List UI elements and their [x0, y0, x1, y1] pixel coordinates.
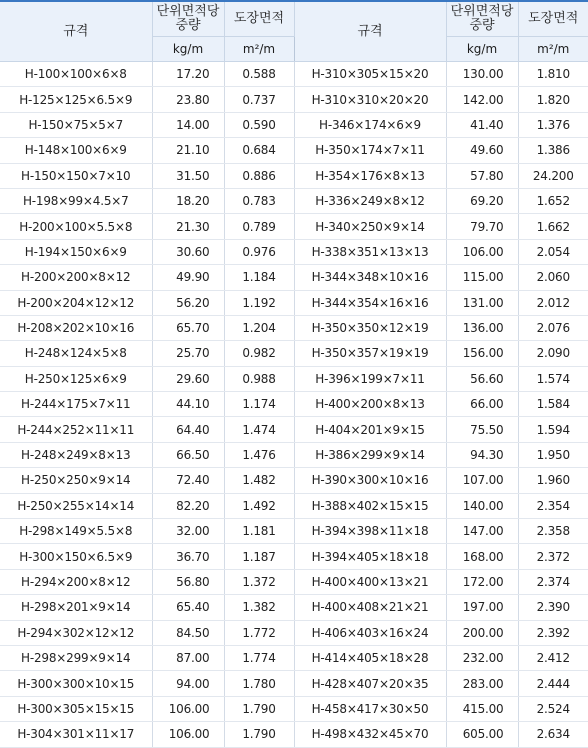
cell-area-right: 1.960	[518, 468, 588, 493]
cell-spec-left: H-194×150×6×9	[0, 239, 152, 264]
cell-area-left: 0.737	[224, 87, 294, 112]
cell-spec-left: H-208×202×10×16	[0, 315, 152, 340]
cell-spec-right: H-388×402×15×15	[294, 493, 446, 518]
cell-weight-left: 30.60	[152, 239, 224, 264]
cell-area-right: 2.060	[518, 265, 588, 290]
cell-spec-left: H-248×124×5×8	[0, 341, 152, 366]
cell-spec-left: H-294×200×8×12	[0, 569, 152, 594]
cell-area-left: 0.588	[224, 62, 294, 87]
cell-area-right: 2.354	[518, 493, 588, 518]
cell-spec-right: H-404×201×9×15	[294, 417, 446, 442]
cell-area-left: 0.783	[224, 188, 294, 213]
cell-weight-left: 21.30	[152, 214, 224, 239]
cell-area-left: 0.988	[224, 366, 294, 391]
cell-spec-right: H-390×300×10×16	[294, 468, 446, 493]
cell-area-left: 1.790	[224, 696, 294, 721]
cell-weight-left: 65.40	[152, 595, 224, 620]
cell-area-right: 2.412	[518, 645, 588, 670]
cell-weight-right: 172.00	[446, 569, 518, 594]
cell-weight-left: 84.50	[152, 620, 224, 645]
cell-area-right: 2.054	[518, 239, 588, 264]
table-row	[0, 87, 588, 112]
cell-weight-left: 21.10	[152, 138, 224, 163]
table-row	[0, 696, 588, 721]
table-row	[0, 417, 588, 442]
cell-weight-right: 94.30	[446, 442, 518, 467]
cell-weight-left: 17.20	[152, 62, 224, 87]
unit-area-right: m²/m	[518, 37, 588, 62]
cell-area-right: 2.390	[518, 595, 588, 620]
cell-weight-left: 23.80	[152, 87, 224, 112]
cell-spec-right: H-338×351×13×13	[294, 239, 446, 264]
cell-weight-left: 66.50	[152, 442, 224, 467]
cell-weight-left: 29.60	[152, 366, 224, 391]
unit-area-left: m²/m	[224, 37, 294, 62]
cell-weight-left: 32.00	[152, 519, 224, 544]
cell-area-right: 1.950	[518, 442, 588, 467]
table-row	[0, 620, 588, 645]
cell-area-right: 1.820	[518, 87, 588, 112]
table-row	[0, 214, 588, 239]
cell-area-left: 1.476	[224, 442, 294, 467]
cell-spec-right: H-346×174×6×9	[294, 112, 446, 137]
cell-spec-left: H-248×249×8×13	[0, 442, 152, 467]
cell-spec-right: H-350×357×19×19	[294, 341, 446, 366]
cell-area-right: 1.386	[518, 138, 588, 163]
cell-weight-left: 106.00	[152, 696, 224, 721]
table-row	[0, 595, 588, 620]
cell-area-right: 1.662	[518, 214, 588, 239]
cell-area-left: 1.181	[224, 519, 294, 544]
cell-spec-left: H-200×100×5.5×8	[0, 214, 152, 239]
header-area-left: 도장면적	[224, 1, 294, 37]
cell-area-left: 1.774	[224, 645, 294, 670]
cell-weight-left: 87.00	[152, 645, 224, 670]
table-row	[0, 671, 588, 696]
cell-area-left: 1.790	[224, 722, 294, 747]
cell-area-right: 1.810	[518, 62, 588, 87]
cell-spec-left: H-244×175×7×11	[0, 392, 152, 417]
cell-weight-left: 106.00	[152, 722, 224, 747]
cell-area-right: 2.358	[518, 519, 588, 544]
cell-spec-left: H-148×100×6×9	[0, 138, 152, 163]
cell-weight-right: 66.00	[446, 392, 518, 417]
cell-area-right: 1.584	[518, 392, 588, 417]
cell-weight-right: 415.00	[446, 696, 518, 721]
cell-weight-right: 156.00	[446, 341, 518, 366]
cell-spec-right: H-400×400×13×21	[294, 569, 446, 594]
cell-area-right: 1.376	[518, 112, 588, 137]
cell-area-right: 1.594	[518, 417, 588, 442]
cell-area-left: 1.372	[224, 569, 294, 594]
cell-weight-right: 75.50	[446, 417, 518, 442]
cell-spec-left: H-250×255×14×14	[0, 493, 152, 518]
cell-weight-left: 18.20	[152, 188, 224, 213]
table-row	[0, 265, 588, 290]
cell-spec-right: H-386×299×9×14	[294, 442, 446, 467]
table-row	[0, 188, 588, 213]
table-row	[0, 519, 588, 544]
header-weight-left: 단위면적당 중량	[152, 1, 224, 37]
unit-weight-right: kg/m	[446, 37, 518, 62]
cell-weight-right: 142.00	[446, 87, 518, 112]
header-spec-left: 규격	[0, 1, 152, 62]
cell-spec-right: H-414×405×18×28	[294, 645, 446, 670]
table-body	[0, 62, 588, 748]
table-row	[0, 442, 588, 467]
cell-spec-right: H-336×249×8×12	[294, 188, 446, 213]
header-area-right: 도장면적	[518, 1, 588, 37]
cell-spec-right: H-428×407×20×35	[294, 671, 446, 696]
cell-weight-right: 200.00	[446, 620, 518, 645]
table-row	[0, 341, 588, 366]
cell-spec-right: H-310×305×15×20	[294, 62, 446, 87]
cell-weight-right: 130.00	[446, 62, 518, 87]
cell-spec-right: H-394×398×11×18	[294, 519, 446, 544]
cell-weight-right: 41.40	[446, 112, 518, 137]
cell-spec-left: H-200×204×12×12	[0, 290, 152, 315]
table-row	[0, 468, 588, 493]
cell-weight-right: 115.00	[446, 265, 518, 290]
cell-area-right: 1.652	[518, 188, 588, 213]
cell-spec-left: H-304×301×11×17	[0, 722, 152, 747]
cell-weight-left: 31.50	[152, 163, 224, 188]
header-weight-right: 단위면적당 중량	[446, 1, 518, 37]
table-row	[0, 163, 588, 188]
cell-area-left: 1.382	[224, 595, 294, 620]
cell-spec-right: H-350×174×7×11	[294, 138, 446, 163]
table-row	[0, 493, 588, 518]
cell-weight-right: 106.00	[446, 239, 518, 264]
cell-spec-left: H-200×200×8×12	[0, 265, 152, 290]
cell-weight-right: 136.00	[446, 315, 518, 340]
cell-area-left: 0.590	[224, 112, 294, 137]
table-row	[0, 112, 588, 137]
cell-area-left: 1.492	[224, 493, 294, 518]
cell-spec-right: H-344×354×16×16	[294, 290, 446, 315]
cell-weight-right: 232.00	[446, 645, 518, 670]
cell-area-left: 1.474	[224, 417, 294, 442]
cell-weight-right: 168.00	[446, 544, 518, 569]
cell-spec-left: H-300×300×10×15	[0, 671, 152, 696]
table-row	[0, 645, 588, 670]
cell-spec-left: H-298×299×9×14	[0, 645, 152, 670]
cell-weight-left: 49.90	[152, 265, 224, 290]
table-row	[0, 569, 588, 594]
table-row	[0, 239, 588, 264]
cell-area-right: 2.076	[518, 315, 588, 340]
cell-weight-right: 197.00	[446, 595, 518, 620]
cell-spec-right: H-406×403×16×24	[294, 620, 446, 645]
cell-spec-left: H-150×150×7×10	[0, 163, 152, 188]
cell-area-left: 1.204	[224, 315, 294, 340]
cell-weight-right: 57.80	[446, 163, 518, 188]
cell-weight-left: 82.20	[152, 493, 224, 518]
table-row	[0, 138, 588, 163]
cell-spec-left: H-294×302×12×12	[0, 620, 152, 645]
table-row	[0, 392, 588, 417]
cell-spec-left: H-198×99×4.5×7	[0, 188, 152, 213]
cell-weight-right: 107.00	[446, 468, 518, 493]
cell-spec-right: H-350×350×12×19	[294, 315, 446, 340]
cell-area-left: 1.772	[224, 620, 294, 645]
cell-area-left: 1.187	[224, 544, 294, 569]
cell-area-right: 2.090	[518, 341, 588, 366]
cell-spec-left: H-298×201×9×14	[0, 595, 152, 620]
cell-weight-right: 56.60	[446, 366, 518, 391]
cell-area-left: 0.789	[224, 214, 294, 239]
cell-spec-right: H-344×348×10×16	[294, 265, 446, 290]
cell-area-right: 2.012	[518, 290, 588, 315]
cell-area-left: 1.184	[224, 265, 294, 290]
cell-spec-right: H-400×200×8×13	[294, 392, 446, 417]
cell-weight-left: 14.00	[152, 112, 224, 137]
cell-weight-right: 605.00	[446, 722, 518, 747]
cell-spec-right: H-310×310×20×20	[294, 87, 446, 112]
cell-weight-left: 65.70	[152, 315, 224, 340]
cell-spec-left: H-244×252×11×11	[0, 417, 152, 442]
table-row	[0, 722, 588, 747]
cell-weight-right: 79.70	[446, 214, 518, 239]
cell-weight-right: 140.00	[446, 493, 518, 518]
cell-area-right: 2.372	[518, 544, 588, 569]
cell-area-left: 0.684	[224, 138, 294, 163]
cell-weight-left: 25.70	[152, 341, 224, 366]
cell-weight-right: 283.00	[446, 671, 518, 696]
cell-area-right: 2.444	[518, 671, 588, 696]
table-row	[0, 366, 588, 391]
cell-area-left: 0.886	[224, 163, 294, 188]
cell-area-left: 1.174	[224, 392, 294, 417]
cell-weight-left: 56.20	[152, 290, 224, 315]
cell-weight-left: 44.10	[152, 392, 224, 417]
header-spec-right: 규격	[294, 1, 446, 62]
cell-spec-left: H-250×250×9×14	[0, 468, 152, 493]
cell-spec-left: H-150×75×5×7	[0, 112, 152, 137]
cell-weight-left: 72.40	[152, 468, 224, 493]
table-row	[0, 290, 588, 315]
cell-spec-right: H-458×417×30×50	[294, 696, 446, 721]
cell-spec-left: H-300×305×15×15	[0, 696, 152, 721]
cell-spec-right: H-340×250×9×14	[294, 214, 446, 239]
cell-area-right: 24.200	[518, 163, 588, 188]
cell-weight-left: 56.80	[152, 569, 224, 594]
cell-area-left: 0.982	[224, 341, 294, 366]
cell-area-left: 0.976	[224, 239, 294, 264]
cell-spec-right: H-400×408×21×21	[294, 595, 446, 620]
cell-area-right: 2.634	[518, 722, 588, 747]
cell-spec-left: H-125×125×6.5×9	[0, 87, 152, 112]
cell-spec-left: H-298×149×5.5×8	[0, 519, 152, 544]
cell-spec-left: H-300×150×6.5×9	[0, 544, 152, 569]
cell-spec-right: H-354×176×8×13	[294, 163, 446, 188]
cell-weight-right: 147.00	[446, 519, 518, 544]
table-row	[0, 544, 588, 569]
cell-spec-left: H-100×100×6×8	[0, 62, 152, 87]
unit-weight-left: kg/m	[152, 37, 224, 62]
cell-area-right: 2.374	[518, 569, 588, 594]
cell-spec-right: H-394×405×18×18	[294, 544, 446, 569]
cell-weight-left: 64.40	[152, 417, 224, 442]
cell-weight-right: 69.20	[446, 188, 518, 213]
cell-area-right: 2.392	[518, 620, 588, 645]
cell-weight-right: 131.00	[446, 290, 518, 315]
cell-weight-left: 94.00	[152, 671, 224, 696]
table-row	[0, 315, 588, 340]
cell-area-left: 1.192	[224, 290, 294, 315]
cell-weight-right: 49.60	[446, 138, 518, 163]
table-header	[0, 1, 588, 62]
cell-weight-left: 36.70	[152, 544, 224, 569]
cell-area-right: 1.574	[518, 366, 588, 391]
cell-area-right: 2.524	[518, 696, 588, 721]
cell-spec-left: H-250×125×6×9	[0, 366, 152, 391]
table-row	[0, 62, 588, 87]
cell-spec-right: H-396×199×7×11	[294, 366, 446, 391]
cell-area-left: 1.780	[224, 671, 294, 696]
cell-spec-right: H-498×432×45×70	[294, 722, 446, 747]
cell-area-left: 1.482	[224, 468, 294, 493]
